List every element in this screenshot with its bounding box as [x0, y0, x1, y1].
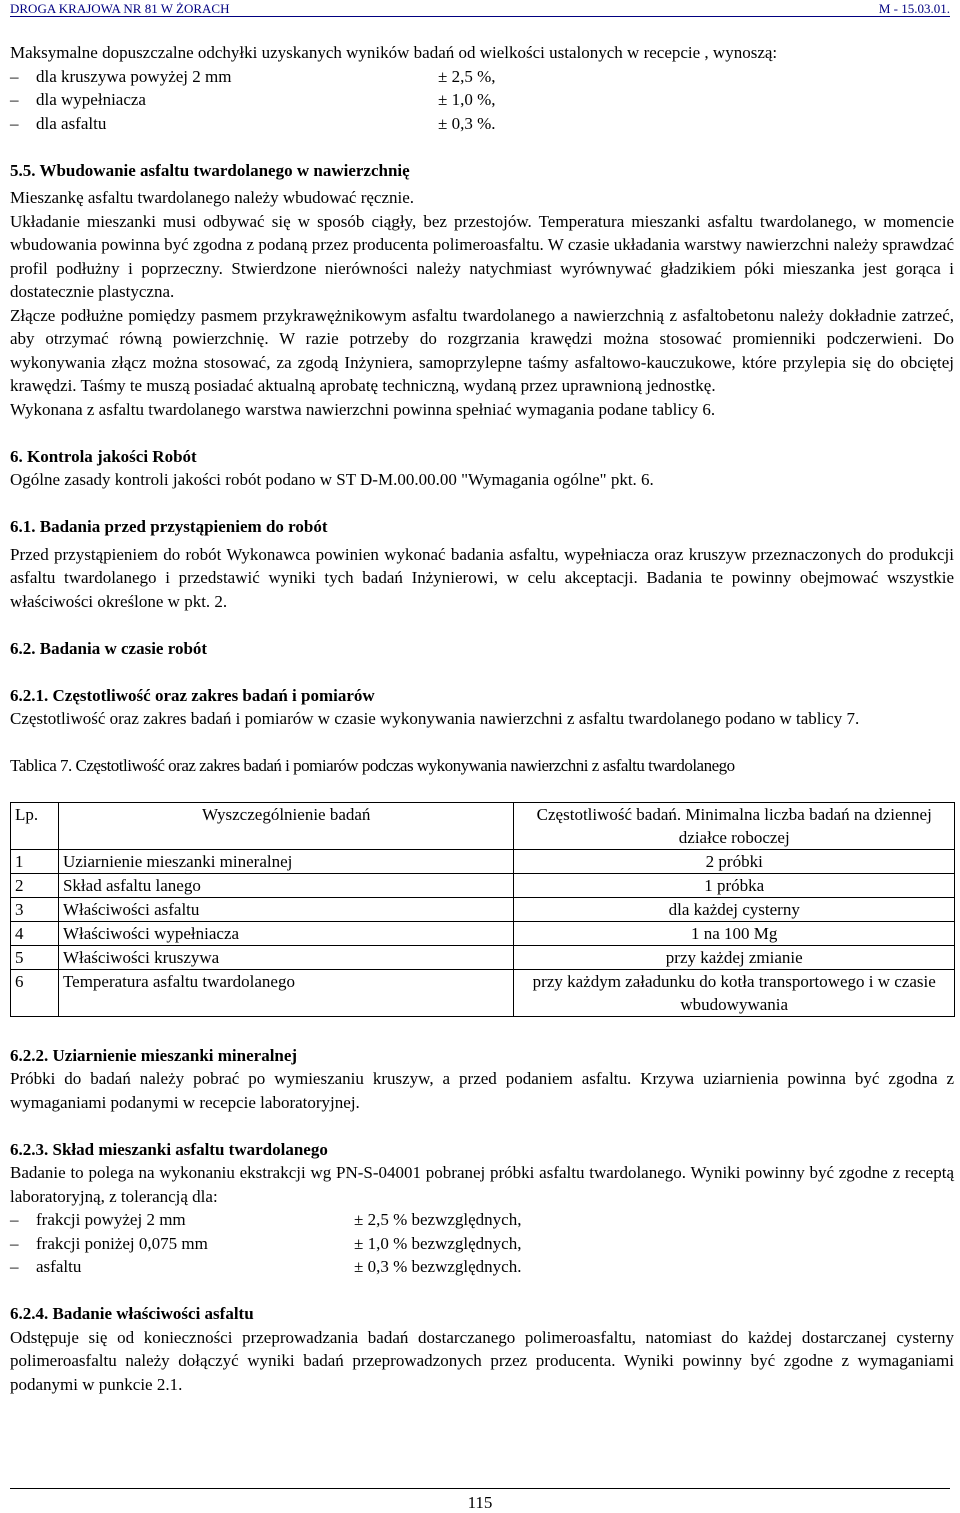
table-cell-lp: 6 — [11, 969, 59, 1016]
table-header-lp: Lp. — [11, 802, 59, 849]
list-item-value: ± 2,5 %, — [438, 66, 496, 86]
list-item — [10, 65, 954, 89]
list-item-label: dla kruszywa powyżej 2 mm — [36, 66, 232, 86]
table-cell-item: Właściwości wypełniacza — [58, 921, 514, 945]
table-cell-lp: 3 — [11, 897, 59, 921]
dash-bullet: – — [10, 66, 19, 86]
list-item-label: asfaltu — [36, 1257, 82, 1276]
page-content — [10, 41, 954, 1396]
section-6-p1: Ogólne zasady kontroli jakości robót podano w ST D-M.00.00.00 "Wymagania ogólne" pkt. 6. — [10, 470, 654, 489]
list-item — [10, 1232, 954, 1256]
section-6-2-heading: 6.2. Badania w czasie robót — [10, 638, 208, 658]
section-5-5-p1: Mieszankę asfaltu twardolanego należy wbudować ręcznie. — [10, 188, 415, 207]
table-cell-frequency: przy każdym załadunku do kotła transportowego i w czasie wbudowywania — [514, 969, 955, 1016]
table-cell-item: Temperatura asfaltu twardolanego — [58, 969, 514, 1016]
table-cell-item: Właściwości asfaltu — [58, 897, 514, 921]
section-6-heading: 6. Kontrola jakości Robót — [10, 446, 197, 466]
list-item — [10, 1208, 954, 1232]
table-7 — [10, 802, 955, 1017]
table-cell-frequency: dla każdej cysterny — [514, 897, 955, 921]
section-6-2-4-heading: 6.2.4. Badanie właściwości asfaltu — [10, 1304, 254, 1323]
section-6-2-4-p1: Odstępuje się od konieczności przeprowadzania badań dostarczanego polimeroasfaltu, natomiast do każdej dostarczanej cysterny polimeroasfaltu należy dołączyć wyniki badań przeprowadzonych przez producenta. Wyniki powinny być zgodne z wymaganiami podanymi w punkcie 2.1. — [10, 1327, 954, 1394]
list-item-value: ± 0,3 % bezwzględnych. — [354, 1257, 522, 1276]
section-5-5-p3: Złącze podłużne pomiędzy pasmem przykrawężnikowym asfaltu twardolanego a nawierzchnią z asfaltobetonu należy dokładnie zatrzeć, aby otrzymać równą powierzchnię. W razie potrzeby do rozgrzania krawędzi można stosować promienniki podczerwieni. Do wykonywania złącz można stosować, za zgodą Inżyniera, samoprzylepne taśmy asfaltowo-kauczukowe, które przylepia się do obciętej krawędzi. Taśmy te muszą posiadać aktualną aprobatę techniczną, wydaną przez uprawnioną jednostkę. — [10, 305, 954, 395]
table-header-item: Wyszczególnienie badań — [58, 802, 514, 849]
list-item — [10, 88, 954, 112]
table-row — [11, 969, 955, 1016]
section-5-5-heading: 5.5. Wbudowanie asfaltu twardolanego w nawierzchnię — [10, 160, 410, 180]
table-row — [11, 873, 955, 897]
page-number: 115 — [467, 1493, 493, 1512]
section-6-2-3-heading: 6.2.3. Skład mieszanki asfaltu twardolanego — [10, 1139, 328, 1159]
extraction-tolerance-list — [10, 1208, 954, 1279]
section-5-5-p2: Układanie mieszanki musi odbywać się w sposób ciągły, bez przestojów. Temperatura mieszanki asfaltu twardolanego, w momencie wbudowania powinna być zgodna z podaną przez producenta polimeroasfaltu. W czasie układania warstwy nawierzchni należy sprawdzać profil podłużny i poprzeczny. Stwierdzone nierówności należy natychmiast wyrównywać gładzikiem póki mieszanka jest gorąca i dostatecznie plastyczna. — [10, 211, 954, 301]
section-6-2-1-p1: Częstotliwość oraz zakres badań i pomiarów w czasie wykonywania nawierzchni z asfaltu twardolanego podano w tablicy 7. — [10, 709, 860, 728]
list-item-value: ± 2,5 % bezwzględnych, — [354, 1210, 522, 1229]
table-cell-lp: 1 — [11, 849, 59, 873]
intro-text: Maksymalne dopuszczalne odchyłki uzyskanych wyników badań od wielkości ustalonych w recepcie , wynoszą: — [10, 43, 778, 62]
table-cell-lp: 4 — [11, 921, 59, 945]
dash-bullet: – — [10, 113, 19, 133]
table-header-frequency: Częstotliwość badań. Minimalna liczba badań na dziennej działce roboczej — [514, 802, 955, 849]
list-item-value: ± 1,0 %, — [438, 90, 496, 109]
table-row — [11, 945, 955, 969]
header-left: DROGA KRAJOWA NR 81 W ŻORACH — [10, 1, 230, 16]
intro-tolerance-list — [10, 65, 954, 136]
section-6-1-p1: Przed przystąpieniem do robót Wykonawca powinien wykonać badania asfaltu, wypełniacza oraz kruszyw przeznaczonych do produkcji asfaltu twardolanego i przedstawić wyniki tych badań Inżynierowi, w celu akceptacji. Badania te powinny obejmować wszystkie właściwości określone w pkt. 2. — [10, 544, 954, 611]
table-row — [11, 921, 955, 945]
table-row — [11, 849, 955, 873]
list-item-label: frakcji poniżej 0,075 mm — [36, 1233, 208, 1253]
dash-bullet: – — [10, 90, 19, 109]
table-cell-item: Uziarnienie mieszanki mineralnej — [58, 849, 514, 873]
table-cell-item: Właściwości kruszywa — [58, 945, 514, 969]
table-7-caption: Tablica 7. Częstotliwość oraz zakres badań i pomiarów podczas wykonywania nawierzchni z asfaltu twardolanego — [10, 756, 735, 775]
table-cell-frequency: przy każdej zmianie — [514, 945, 955, 969]
page-footer — [10, 1488, 950, 1513]
section-6-2-2-p1: Próbki do badań należy pobrać po wymieszaniu kruszyw, a przed podaniem asfaltu. Krzywa uziarnienia powinna być zgodna z wymaganiami podanymi w recepcie laboratoryjnej. — [10, 1069, 954, 1112]
list-item-value: ± 1,0 % bezwzględnych, — [354, 1233, 522, 1253]
dash-bullet: – — [10, 1257, 19, 1276]
section-6-1-heading: 6.1. Badania przed przystąpieniem do robót — [10, 517, 328, 536]
table-header-row — [11, 802, 955, 849]
running-header — [10, 0, 950, 17]
section-6-2-1-heading: 6.2.1. Częstotliwość oraz zakres badań i pomiarów — [10, 685, 375, 705]
list-item — [10, 112, 954, 136]
header-right: M - 15.03.01. — [878, 1, 950, 16]
dash-bullet: – — [10, 1233, 19, 1253]
table-cell-frequency: 1 próbka — [514, 873, 955, 897]
list-item-value: ± 0,3 %. — [438, 113, 496, 133]
table-cell-frequency: 1 na 100 Mg — [514, 921, 955, 945]
list-item-label: dla asfaltu — [36, 113, 107, 133]
section-6-2-2-heading: 6.2.2. Uziarnienie mieszanki mineralnej — [10, 1045, 298, 1065]
section-6-2-3-p1: Badanie to polega na wykonaniu ekstrakcji wg PN-S-04001 pobranej próbki asfaltu twardolanego. Wyniki powinny być zgodne z receptą laboratoryjną, z tolerancją dla: — [10, 1163, 954, 1206]
list-item — [10, 1255, 954, 1279]
list-item-label: dla wypełniacza — [36, 90, 146, 109]
table-cell-lp: 5 — [11, 945, 59, 969]
list-item-label: frakcji powyżej 2 mm — [36, 1210, 186, 1229]
dash-bullet: – — [10, 1210, 19, 1229]
table-cell-lp: 2 — [11, 873, 59, 897]
table-cell-item: Skład asfaltu lanego — [58, 873, 514, 897]
table-cell-frequency: 2 próbki — [514, 849, 955, 873]
table-row — [11, 897, 955, 921]
section-5-5-p4: Wykonana z asfaltu twardolanego warstwa nawierzchni powinna spełniać wymagania podane tablicy 6. — [10, 399, 716, 419]
